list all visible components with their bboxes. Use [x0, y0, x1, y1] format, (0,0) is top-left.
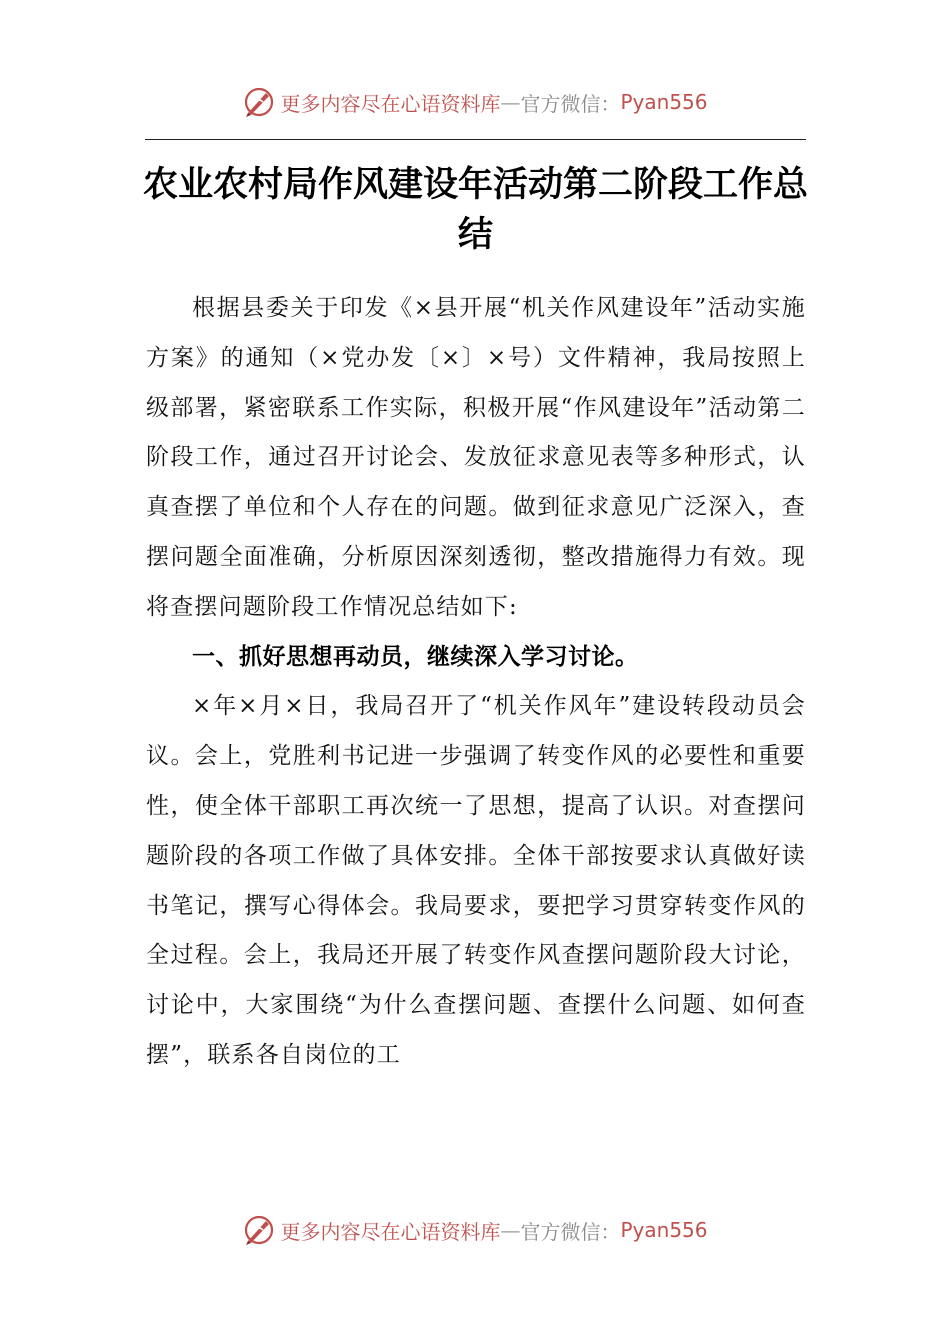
banner-separator: —: [500, 1218, 521, 1242]
document-body: [146, 284, 806, 1081]
banner-text: 更多内容尽在心语资料库: [280, 91, 501, 116]
body-paragraph: ×年×月×日，我局召开了“机关作风年”建设转段动员会议。会上，党胜利书记进一步强调了转变作风的必要性和重要性，使全体干部职工再次统一了思想，提高了认识。对查摆问题阶段的各项工作做了具体安排。全体干部按要求认真做好读书笔记，撰写心得体会。我局要求，要把学习贯穿转变作风的全过程。会上，我局还开展了转变作风查摆问题阶段大讨论，讨论中，大家围绕“为什么查摆问题、查摆什么问题、如何查摆”，联系各自岗位的工: [146, 693, 806, 1068]
banner-contact-id: Pyan556: [620, 1218, 708, 1242]
body-paragraph: 根据县委关于印发《×县开展“机关作风建设年”活动实施方案》的通知（×党办发〔×〕×号）文件精神，我局按照上级部署，紧密联系工作实际，积极开展“作风建设年”活动第二阶段工作，通过召开讨论会、发放征求意见表等多种形式，认真查摆了单位和个人存在的问题。做到征求意见广泛深入，查摆问题全面准确，分析原因深刻透彻，整改措施得力有效。现将查摆问题阶段工作情况总结如下:: [146, 295, 806, 620]
footer-banner: [0, 1208, 950, 1252]
pen-circle-logo-icon: [242, 85, 276, 119]
document-title: 农业农村局作风建设年活动第二阶段工作总结: [142, 165, 808, 255]
banner-separator: —: [500, 90, 521, 114]
header-banner: [0, 80, 950, 124]
section-heading: 一、抓好思想再动员，继续深入学习讨论。: [192, 643, 639, 670]
banner-contact-label: 官方微信：: [520, 1219, 621, 1244]
pen-circle-logo-icon: [242, 1213, 276, 1247]
banner-contact-id: Pyan556: [620, 90, 708, 114]
banner-text: 更多内容尽在心语资料库: [280, 1219, 501, 1244]
header-divider: [145, 139, 806, 140]
banner-contact-label: 官方微信：: [520, 91, 621, 116]
